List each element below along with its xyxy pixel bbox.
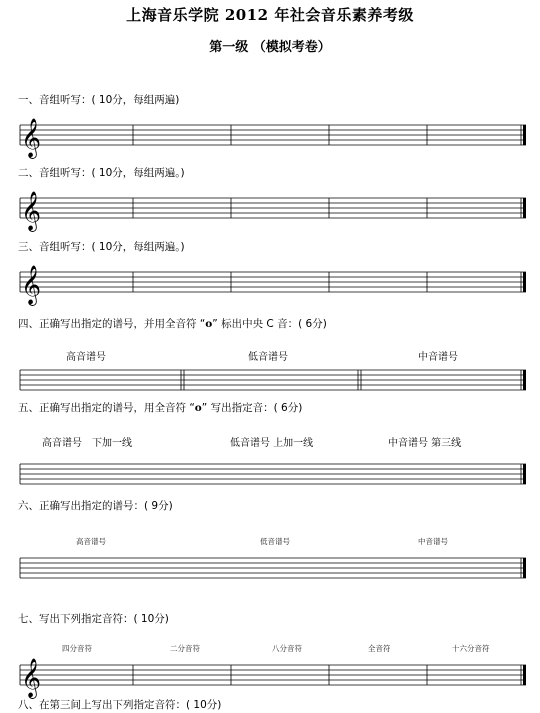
treble-clef-icon: 𝄞 (21, 118, 42, 158)
label-sixteenth-note: 十六分音符 (452, 644, 490, 653)
treble-clef-icon: 𝄞 (21, 265, 42, 305)
staff-q2[interactable] (0, 183, 540, 233)
staff-q6[interactable] (0, 548, 540, 588)
staff-q5[interactable] (0, 454, 540, 494)
label-alto-clef: 中音谱号 (418, 352, 458, 363)
label-alto-clef-third-line: 中音谱号 第三线 (388, 438, 462, 449)
label-bass-clef: 低音谱号 (260, 537, 290, 546)
treble-clef-icon: 𝄞 (21, 191, 42, 231)
label-eighth-note: 八分音符 (272, 644, 302, 653)
label-treble-clef: 高音谱号 (66, 352, 106, 363)
label-treble-clef: 高音谱号 (76, 537, 106, 546)
label-half-note: 二分音符 (170, 644, 200, 653)
label-treble-clef-ledger: 高音谱号 下加一线 (42, 438, 132, 449)
question-6: 六、正确写出指定的谱号：( 9分) (18, 500, 173, 512)
question-8: 八、在第三间上写出下列指定音符：( 10分) (18, 699, 222, 711)
question-4: 四、正确写出指定的谱号，并用全音符 “o” 标出中央 C 音：( 6分) (18, 318, 327, 330)
staff-q7[interactable] (0, 650, 540, 700)
staff-q3[interactable] (0, 257, 540, 307)
question-1: 一、音组听写：( 10分，每组两遍) (18, 94, 180, 106)
staff-q4[interactable] (0, 360, 540, 400)
question-3: 三、音组听写：( 10分，每组两遍。) (18, 241, 185, 253)
question-7: 七、写出下列指定音符：( 10分) (18, 613, 169, 625)
label-bass-clef: 低音谱号 (248, 352, 288, 363)
staff-q1[interactable] (0, 110, 540, 160)
page-subtitle: 第一级 （模拟考卷） (209, 40, 331, 55)
whole-note-symbol: o (194, 402, 202, 414)
whole-note-symbol: o (205, 318, 213, 330)
label-quarter-note: 四分音符 (62, 644, 92, 653)
page-title: 上海音乐学院 2012 年社会音乐素养考级 (126, 6, 414, 24)
label-whole-note: 全音符 (368, 644, 391, 653)
label-alto-clef: 中音谱号 (418, 537, 448, 546)
label-bass-clef-ledger: 低音谱号 上加一线 (230, 438, 314, 449)
question-2: 二、音组听写：( 10分，每组两遍。) (18, 167, 185, 179)
question-5: 五、正确写出指定的谱号，用全音符 “o” 写出指定音：( 6分) (18, 402, 303, 414)
treble-clef-icon: 𝄞 (21, 658, 42, 698)
